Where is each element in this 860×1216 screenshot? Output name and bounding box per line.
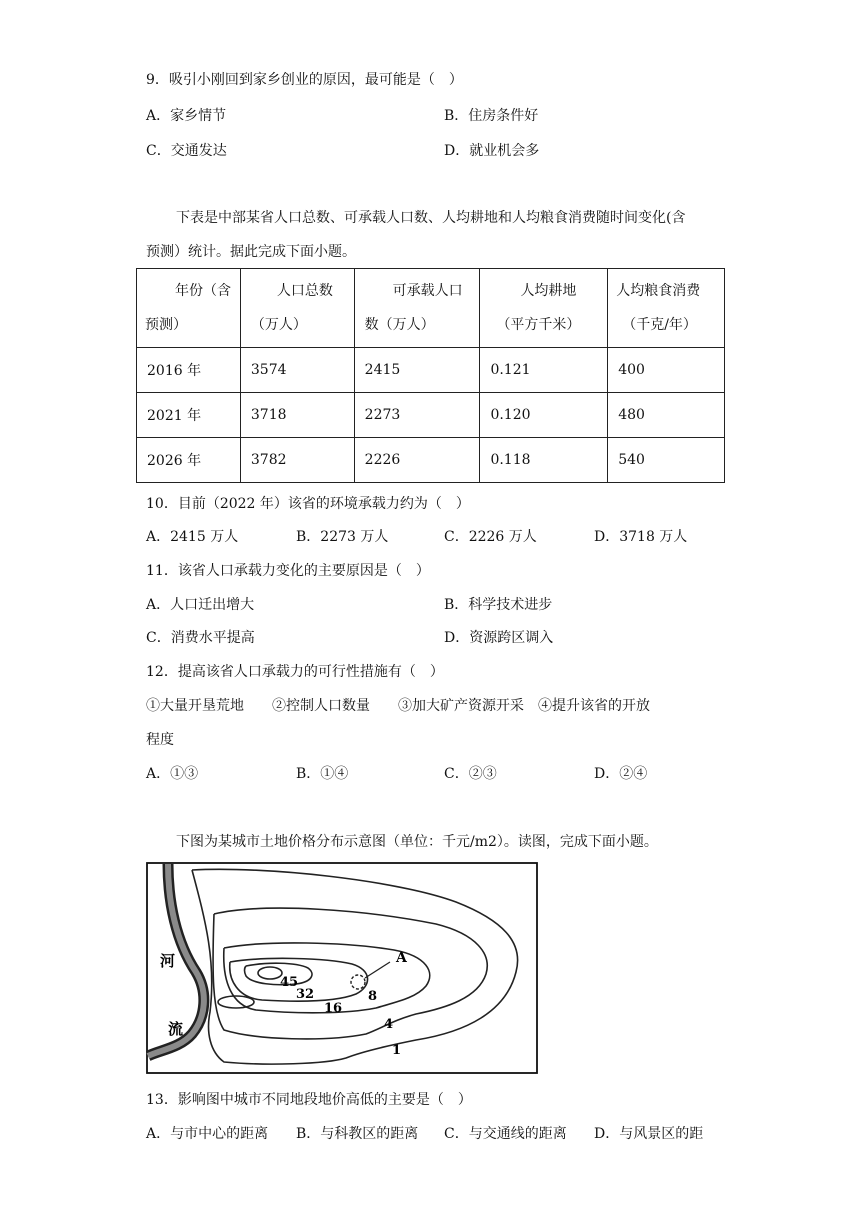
q11-option-d[interactable]: D．资源跨区调入 bbox=[444, 630, 554, 646]
table-cell: 0.121 bbox=[480, 348, 608, 393]
point-a-label: A bbox=[396, 950, 407, 966]
contour-label-32: 32 bbox=[296, 987, 315, 1002]
contour-4-icon bbox=[213, 908, 487, 1039]
contour-label-45: 45 bbox=[280, 975, 299, 990]
contour-label-8: 8 bbox=[368, 989, 378, 1004]
table-row bbox=[137, 438, 725, 483]
q9-stem: 9．吸引小刚回到家乡创业的原因，最可能是（ ） bbox=[146, 72, 463, 88]
table-cell: 480 bbox=[608, 393, 725, 438]
q10-option-d[interactable]: D．3718 万人 bbox=[594, 529, 688, 545]
contour-label-4: 4 bbox=[384, 1017, 394, 1032]
header-year-line2: 预测） bbox=[145, 317, 187, 333]
q12-option-a[interactable]: A．①③ bbox=[146, 766, 199, 782]
point-a-leader-icon bbox=[365, 962, 390, 978]
table-cell: 540 bbox=[608, 438, 725, 483]
secondary-center-icon bbox=[218, 996, 254, 1008]
q12-items-line1: ①大量开垦荒地 ②控制人口数量 ③加大矿产资源开采 ④提升该省的开放 bbox=[146, 698, 650, 714]
table-cell: 400 bbox=[608, 348, 725, 393]
intro1-line2: 预测）统计。据此完成下面小题。 bbox=[146, 244, 356, 260]
q10-stem: 10．目前（2022 年）该省的环境承载力约为（ ） bbox=[146, 496, 470, 512]
header-capacity bbox=[354, 269, 480, 348]
q9-option-c[interactable]: C．交通发达 bbox=[146, 143, 227, 159]
table-cell: 2226 bbox=[354, 438, 480, 483]
q12-option-b[interactable]: B．①④ bbox=[296, 766, 349, 782]
table-cell: 2026 年 bbox=[137, 438, 241, 483]
header-population-line2: （万人） bbox=[250, 317, 307, 333]
q10-option-c[interactable]: C．2226 万人 bbox=[444, 529, 537, 545]
point-a-marker-icon bbox=[351, 975, 365, 989]
table-cell: 2016 年 bbox=[137, 348, 241, 393]
header-capacity-line1: 可承载人口 bbox=[392, 283, 463, 299]
header-farmland-line1: 人均耕地 bbox=[520, 283, 577, 299]
land-price-map bbox=[146, 862, 538, 1074]
intro1-line1: 下表是中部某省人口总数、可承载人口数、人均耕地和人均粮食消费随时间变化(含 bbox=[176, 210, 686, 226]
header-farmland-line2: （平方千米） bbox=[496, 317, 581, 333]
intro2-text: 下图为某城市土地价格分布示意图（单位：千元/m2）。读图，完成下面小题。 bbox=[176, 834, 658, 850]
header-grain-line1: 人均粮食消费 bbox=[616, 283, 701, 299]
contour-32-icon bbox=[245, 963, 313, 985]
river-label-2: 流 bbox=[168, 1020, 184, 1038]
header-year-line1: 年份（含 bbox=[175, 283, 231, 299]
q10-option-b[interactable]: B．2273 万人 bbox=[296, 529, 389, 545]
q11-option-b[interactable]: B．科学技术进步 bbox=[444, 597, 553, 613]
header-farmland bbox=[480, 269, 608, 348]
q12-items-line2: 程度 bbox=[146, 732, 174, 748]
table-row bbox=[137, 393, 725, 438]
table-cell: 2021 年 bbox=[137, 393, 241, 438]
q13-stem: 13．影响图中城市不同地段地价高低的主要是（ ） bbox=[146, 1092, 472, 1108]
population-table bbox=[136, 268, 725, 483]
q13-option-a[interactable]: A．与市中心的距离 bbox=[146, 1126, 269, 1142]
q12-stem: 12．提高该省人口承载力的可行性措施有（ ） bbox=[146, 664, 444, 680]
header-population bbox=[240, 269, 354, 348]
q9-option-b[interactable]: B．住房条件好 bbox=[444, 108, 539, 124]
table-cell: 2415 bbox=[354, 348, 480, 393]
q12-option-d[interactable]: D．②④ bbox=[594, 766, 648, 782]
q9-option-a[interactable]: A．家乡情节 bbox=[146, 108, 227, 124]
q13-option-d[interactable]: D．与风景区的距 bbox=[594, 1126, 704, 1142]
q13-option-c[interactable]: C．与交通线的距离 bbox=[444, 1126, 567, 1142]
q10-option-a[interactable]: A．2415 万人 bbox=[146, 529, 239, 545]
q12-option-c[interactable]: C．②③ bbox=[444, 766, 497, 782]
header-capacity-line2: 数（万人） bbox=[364, 317, 435, 333]
table-cell: 0.120 bbox=[480, 393, 608, 438]
contour-label-16: 16 bbox=[324, 1001, 343, 1016]
table-cell: 3782 bbox=[240, 438, 354, 483]
contour-45-icon bbox=[258, 967, 282, 979]
q11-option-a[interactable]: A．人口迁出增大 bbox=[146, 597, 255, 613]
contour-label-1: 1 bbox=[392, 1043, 402, 1058]
q11-option-c[interactable]: C．消费水平提高 bbox=[146, 630, 255, 646]
table-cell: 2273 bbox=[354, 393, 480, 438]
header-population-line1: 人口总数 bbox=[276, 283, 333, 299]
header-year bbox=[137, 269, 241, 348]
table-row bbox=[137, 348, 725, 393]
q9-option-d[interactable]: D．就业机会多 bbox=[444, 143, 540, 159]
header-grain-line2: （千克/年） bbox=[622, 317, 697, 333]
q11-stem: 11．该省人口承载力变化的主要原因是（ ） bbox=[146, 563, 430, 579]
table-cell: 3718 bbox=[240, 393, 354, 438]
q13-option-b[interactable]: B．与科教区的距离 bbox=[296, 1126, 419, 1142]
table-cell: 3574 bbox=[240, 348, 354, 393]
table-header-row bbox=[137, 269, 725, 348]
header-grain bbox=[608, 269, 725, 348]
map-frame bbox=[147, 863, 537, 1073]
river-label-1: 河 bbox=[160, 952, 176, 970]
table-cell: 0.118 bbox=[480, 438, 608, 483]
